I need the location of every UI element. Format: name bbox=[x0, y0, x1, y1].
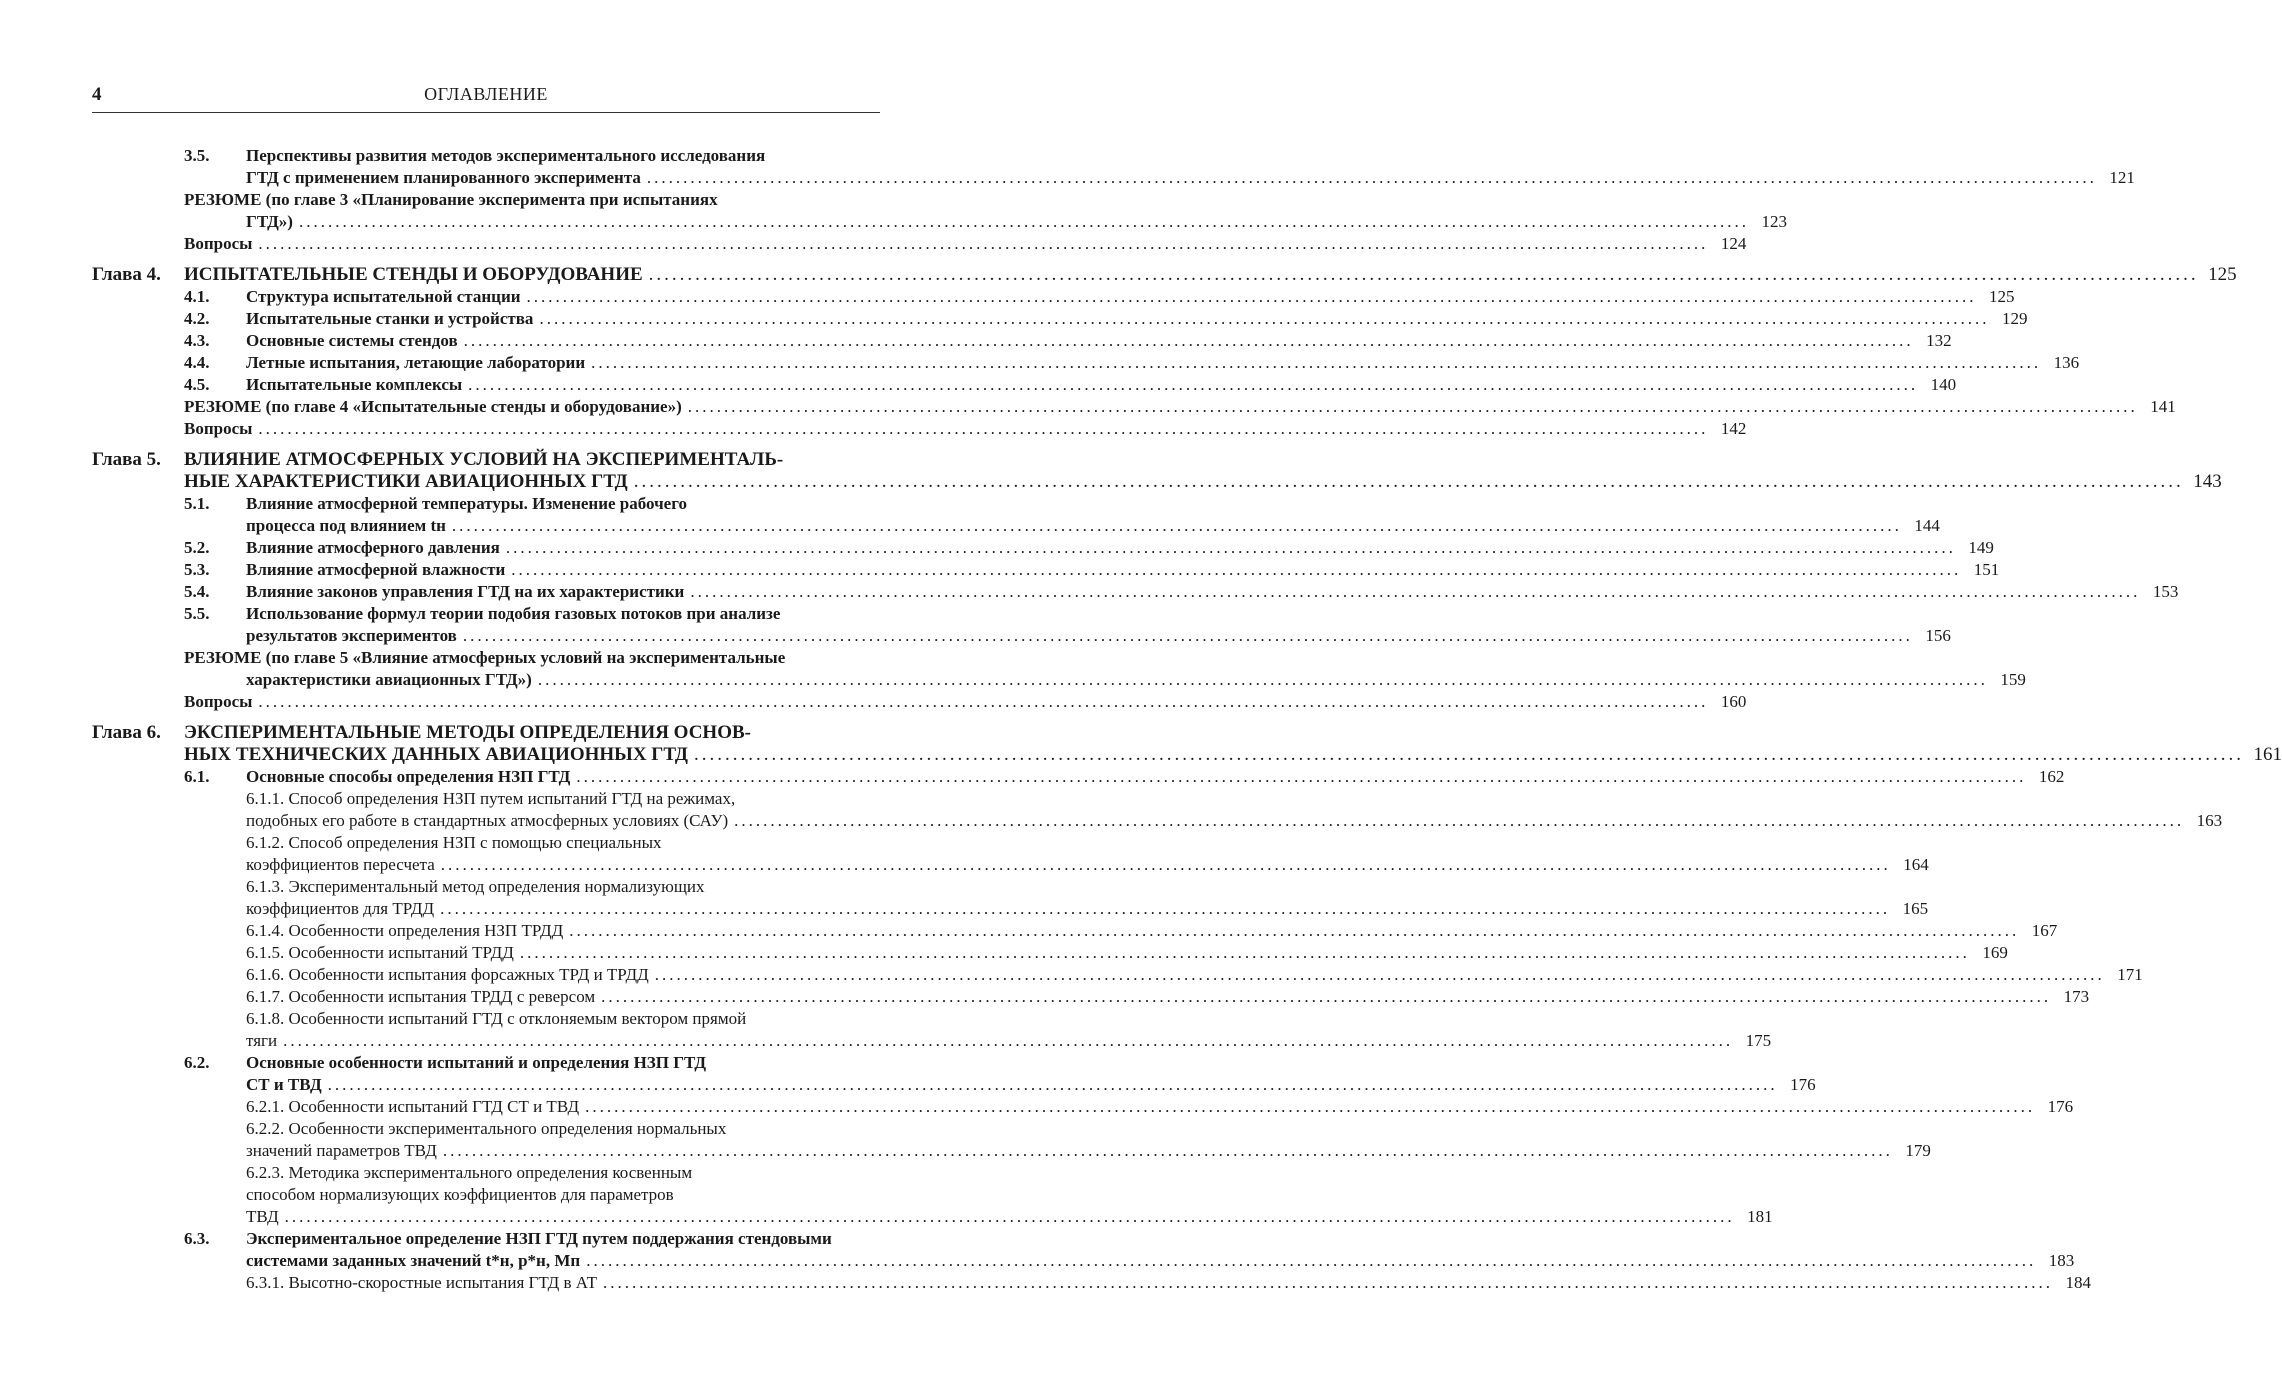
leader-dots: ........................................................................................................................................................................................................ bbox=[505, 538, 1956, 557]
entry-title: Основные системы стендов bbox=[246, 331, 458, 350]
page-ref: 161 bbox=[2253, 744, 2282, 765]
page-ref: 163 bbox=[2196, 811, 2223, 830]
toc-entry[interactable] bbox=[92, 920, 2058, 942]
table-of-contents bbox=[92, 145, 2282, 1294]
leader-dots: ........................................................................................................................................................................................................ bbox=[601, 987, 2052, 1006]
entry-title: ИСПЫТАТЕЛЬНЫЕ СТЕНДЫ И ОБОРУДОВАНИЕ bbox=[184, 264, 643, 285]
entry-title: Влияние атмосферной влажности bbox=[246, 560, 506, 579]
leader-dots: ........................................................................................................................................................................................................ bbox=[526, 287, 1977, 306]
chapter-label: Глава 6. bbox=[92, 722, 161, 743]
leader-dots: ........................................................................................................................................................................................................ bbox=[537, 670, 1988, 689]
leader-dots: ........................................................................................................................................................................................................ bbox=[569, 921, 2020, 940]
toc-entry[interactable] bbox=[92, 788, 880, 810]
toc-entry[interactable] bbox=[92, 1228, 880, 1250]
entry-title: системами заданных значений t*н, p*н, Мп bbox=[246, 1251, 581, 1270]
section-number: 6.3. bbox=[184, 1229, 210, 1248]
toc-entry[interactable] bbox=[92, 1272, 2091, 1294]
section-number: 5.2. bbox=[184, 538, 210, 557]
leader-dots: ........................................................................................................................................................................................................ bbox=[511, 560, 1962, 579]
page-ref: 121 bbox=[2109, 168, 2135, 187]
leader-dots: ........................................................................................................................................................................................................ bbox=[284, 1207, 1735, 1226]
page-number: 4 bbox=[92, 84, 102, 105]
entry-title: 6.2.1. Особенности испытаний ГТД СТ и ТВД bbox=[246, 1097, 580, 1116]
toc-entry[interactable] bbox=[92, 876, 880, 898]
leader-dots: ........................................................................................................................................................................................................ bbox=[539, 309, 1990, 328]
entry-title: 6.2.3. Методика экспериментального определения косвенным bbox=[246, 1163, 693, 1182]
leader-dots: ........................................................................................................................................................................................................ bbox=[734, 811, 2185, 830]
page-ref: 151 bbox=[1973, 560, 2000, 579]
entry-title: Испытательные комплексы bbox=[246, 375, 463, 394]
entry-title: СТ и ТВД bbox=[246, 1075, 322, 1094]
entry-title: Влияние атмосферного давления bbox=[246, 538, 500, 557]
leader-dots: ........................................................................................................................................................................................................ bbox=[687, 397, 2138, 416]
entry-title: процесса под влиянием tн bbox=[246, 516, 446, 535]
page-ref: 142 bbox=[1720, 419, 1747, 438]
toc-entry[interactable] bbox=[92, 308, 2028, 330]
entry-title: 6.2.2. Особенности экспериментального определения нормальных bbox=[246, 1119, 727, 1138]
toc-entry[interactable] bbox=[92, 233, 1747, 255]
page-ref: 141 bbox=[2150, 397, 2176, 416]
section-number: 4.4. bbox=[184, 353, 210, 372]
page-ref: 140 bbox=[1930, 375, 1957, 394]
page-ref: 183 bbox=[2048, 1251, 2075, 1270]
page-ref: 169 bbox=[1982, 943, 2008, 962]
page-ref: 125 bbox=[1989, 287, 2015, 306]
page-ref: 143 bbox=[2193, 471, 2222, 492]
chapter-gap bbox=[92, 713, 880, 722]
toc-entry[interactable] bbox=[92, 1162, 880, 1184]
toc-entry[interactable] bbox=[92, 986, 2090, 1008]
leader-dots: ........................................................................................................................................................................................................ bbox=[258, 692, 1709, 711]
toc-entry[interactable] bbox=[92, 691, 1747, 713]
page-ref: 176 bbox=[1790, 1075, 1816, 1094]
leader-dots: ........................................................................................................................................................................................................ bbox=[442, 1141, 1893, 1160]
entry-title: НЫХ ТЕХНИЧЕСКИХ ДАННЫХ АВИАЦИОННЫХ ГТД bbox=[184, 744, 688, 765]
entry-title: Перспективы развития методов экспериментального исследования bbox=[246, 146, 766, 165]
entry-title: коэффициентов пересчета bbox=[246, 855, 435, 874]
toc-entry[interactable] bbox=[92, 810, 2223, 832]
leader-dots: ........................................................................................................................................................................................................ bbox=[440, 855, 1891, 874]
leader-dots: ........................................................................................................................................................................................................ bbox=[648, 264, 2199, 285]
toc-entry[interactable] bbox=[92, 1096, 2074, 1118]
entry-title: ВЛИЯНИЕ АТМОСФЕРНЫХ УСЛОВИЙ НА ЭКСПЕРИМЕНТАЛЬ- bbox=[184, 449, 784, 470]
section-number: 6.2. bbox=[184, 1053, 210, 1072]
entry-title: Вопросы bbox=[184, 234, 253, 253]
header-rule bbox=[92, 112, 880, 113]
leader-dots: ........................................................................................................................................................................................................ bbox=[258, 234, 1709, 253]
entry-title: Основные способы определения НЗП ГТД bbox=[246, 767, 571, 786]
toc-entry[interactable] bbox=[92, 1052, 880, 1074]
leader-dots: ........................................................................................................................................................................................................ bbox=[646, 168, 2097, 187]
page-ref: 173 bbox=[2063, 987, 2090, 1006]
toc-entry[interactable] bbox=[92, 766, 2065, 788]
toc-entry[interactable] bbox=[92, 832, 880, 854]
entry-title: характеристики авиационных ГТД») bbox=[246, 670, 532, 689]
leader-dots: ........................................................................................................................................................................................................ bbox=[690, 582, 2141, 601]
chapter-label: Глава 5. bbox=[92, 449, 161, 470]
leader-dots: ........................................................................................................................................................................................................ bbox=[258, 419, 1709, 438]
section-number: 5.1. bbox=[184, 494, 210, 513]
toc-entry[interactable] bbox=[92, 942, 2008, 964]
leader-dots: ........................................................................................................................................................................................................ bbox=[463, 331, 1914, 350]
toc-entry[interactable] bbox=[92, 898, 1929, 920]
entry-title: тяги bbox=[246, 1031, 278, 1050]
section-number: 5.5. bbox=[184, 604, 210, 623]
section-number: 4.3. bbox=[184, 331, 210, 350]
toc-entry[interactable] bbox=[92, 352, 2080, 374]
page-ref: 123 bbox=[1761, 212, 1787, 231]
toc-entry[interactable] bbox=[92, 418, 1747, 440]
entry-title: подобных его работе в стандартных атмосферных условиях (САУ) bbox=[246, 811, 729, 830]
page-ref: 176 bbox=[2047, 1097, 2074, 1116]
toc-entry[interactable] bbox=[92, 145, 880, 167]
leader-dots: ........................................................................................................................................................................................................ bbox=[585, 1097, 2036, 1116]
page-ref: 156 bbox=[1925, 626, 1951, 645]
page-ref: 144 bbox=[1914, 516, 1940, 535]
page-ref: 136 bbox=[2053, 353, 2080, 372]
leader-dots: ........................................................................................................................................................................................................ bbox=[451, 516, 1902, 535]
toc-entry[interactable] bbox=[92, 722, 880, 744]
entry-title: 6.1.6. Особенности испытания форсажных ТРД и ТРДД bbox=[246, 965, 649, 984]
entry-title: 6.1.7. Особенности испытания ТРДД с реверсом bbox=[246, 987, 596, 1006]
entry-title: коэффициентов для ТРДД bbox=[246, 899, 435, 918]
entry-title: Вопросы bbox=[184, 692, 253, 711]
toc-entry[interactable] bbox=[92, 264, 2237, 286]
toc-entry[interactable] bbox=[92, 1008, 880, 1030]
page-header bbox=[92, 84, 880, 110]
section-number: 4.1. bbox=[184, 287, 210, 306]
page-ref: 132 bbox=[1926, 331, 1952, 350]
page-ref: 164 bbox=[1903, 855, 1929, 874]
entry-title: Влияние атмосферной температуры. Изменение рабочего bbox=[246, 494, 688, 513]
entry-title: Вопросы bbox=[184, 419, 253, 438]
entry-title: Испытательные станки и устройства bbox=[246, 309, 534, 328]
toc-entry[interactable] bbox=[92, 493, 880, 515]
entry-title: ТВД bbox=[246, 1207, 279, 1226]
page-ref: 159 bbox=[2000, 670, 2026, 689]
toc-entry[interactable] bbox=[92, 449, 880, 471]
entry-title: способом нормализующих коэффициентов для параметров bbox=[246, 1185, 674, 1204]
entry-title: Летные испытания, летающие лаборатории bbox=[246, 353, 586, 372]
running-title: ОГЛАВЛЕНИЕ bbox=[424, 84, 548, 104]
section-number: 4.2. bbox=[184, 309, 210, 328]
leader-dots: ........................................................................................................................................................................................................ bbox=[693, 744, 2244, 765]
leader-dots: ........................................................................................................................................................................................................ bbox=[654, 965, 2105, 984]
page-ref: 129 bbox=[2001, 309, 2028, 328]
entry-title: 6.1.8. Особенности испытаний ГТД с отклоняемым вектором прямой bbox=[246, 1009, 747, 1028]
toc-entry[interactable] bbox=[92, 537, 1994, 559]
chapter-gap bbox=[92, 255, 880, 264]
entry-title: НЫЕ ХАРАКТЕРИСТИКИ АВИАЦИОННЫХ ГТД bbox=[184, 471, 628, 492]
page-ref: 165 bbox=[1902, 899, 1929, 918]
toc-entry[interactable] bbox=[92, 1184, 880, 1206]
toc-entry[interactable] bbox=[92, 211, 1787, 233]
entry-title: ЭКСПЕРИМЕНТАЛЬНЫЕ МЕТОДЫ ОПРЕДЕЛЕНИЯ ОСНОВ- bbox=[184, 722, 751, 743]
toc-entry[interactable] bbox=[92, 559, 2000, 581]
leader-dots: ........................................................................................................................................................................................................ bbox=[586, 1251, 2037, 1270]
section-number: 5.3. bbox=[184, 560, 210, 579]
toc-entry[interactable] bbox=[92, 1074, 1816, 1096]
page-ref: 153 bbox=[2152, 582, 2179, 601]
entry-title: РЕЗЮМЕ (по главе 3 «Планирование эксперимента при испытаниях bbox=[184, 190, 718, 209]
toc-entry[interactable] bbox=[92, 515, 1940, 537]
page-ref: 124 bbox=[1720, 234, 1747, 253]
entry-title: ГТД с применением планированного эксперимента bbox=[246, 168, 641, 187]
entry-title: Влияние законов управления ГТД на их характеристики bbox=[246, 582, 685, 601]
page-ref: 160 bbox=[1720, 692, 1747, 711]
leader-dots: ........................................................................................................................................................................................................ bbox=[602, 1273, 2053, 1292]
toc-entry[interactable] bbox=[92, 471, 2222, 493]
entry-title: 6.3.1. Высотно-скоростные испытания ГТД в АТ bbox=[246, 1273, 597, 1292]
leader-dots: ........................................................................................................................................................................................................ bbox=[327, 1075, 1778, 1094]
toc-entry[interactable] bbox=[92, 964, 2143, 986]
toc-entry[interactable] bbox=[92, 189, 880, 211]
page-ref: 175 bbox=[1745, 1031, 1772, 1050]
page-ref: 125 bbox=[2208, 264, 2237, 285]
entry-title: Структура испытательной станции bbox=[246, 287, 521, 306]
page-ref: 184 bbox=[2065, 1273, 2091, 1292]
entry-title: 6.1.5. Особенности испытаний ТРДД bbox=[246, 943, 514, 962]
toc-entry[interactable] bbox=[92, 669, 2026, 691]
page-ref: 162 bbox=[2038, 767, 2065, 786]
leader-dots: ........................................................................................................................................................................................................ bbox=[283, 1031, 1734, 1050]
leader-dots: ........................................................................................................................................................................................................ bbox=[591, 353, 2042, 372]
leader-dots: ........................................................................................................................................................................................................ bbox=[519, 943, 1970, 962]
toc-entry[interactable] bbox=[92, 603, 880, 625]
section-number: 3.5. bbox=[184, 146, 210, 165]
entry-title: Экспериментальное определение НЗП ГТД путем поддержания стендовыми bbox=[246, 1229, 832, 1248]
entry-title: результатов экспериментов bbox=[246, 626, 457, 645]
page-ref: 181 bbox=[1747, 1207, 1773, 1226]
entry-title: 6.1.3. Экспериментальный метод определения нормализующих bbox=[246, 877, 705, 896]
toc-entry[interactable] bbox=[92, 1206, 1773, 1228]
toc-entry[interactable] bbox=[92, 625, 1951, 647]
toc-entry[interactable] bbox=[92, 396, 2176, 418]
toc-entry[interactable] bbox=[92, 167, 2135, 189]
page-ref: 149 bbox=[1968, 538, 1994, 557]
entry-title: значений параметров ТВД bbox=[246, 1141, 437, 1160]
entry-title: Использование формул теории подобия газовых потоков при анализе bbox=[246, 604, 781, 623]
page-ref: 179 bbox=[1905, 1141, 1931, 1160]
leader-dots: ........................................................................................................................................................................................................ bbox=[462, 626, 1913, 645]
page-ref: 167 bbox=[2031, 921, 2058, 940]
leader-dots: ........................................................................................................................................................................................................ bbox=[440, 899, 1891, 918]
toc-entry[interactable] bbox=[92, 286, 2015, 308]
toc-entry[interactable] bbox=[92, 744, 2282, 766]
toc-entry[interactable] bbox=[92, 647, 880, 669]
toc-entry[interactable] bbox=[92, 854, 1929, 876]
entry-title: 6.1.1. Способ определения НЗП путем испытаний ГТД на режимах, bbox=[246, 789, 736, 808]
entry-title: РЕЗЮМЕ (по главе 4 «Испытательные стенды и оборудование») bbox=[184, 397, 682, 416]
section-number: 5.4. bbox=[184, 582, 210, 601]
section-number: 4.5. bbox=[184, 375, 210, 394]
leader-dots: ........................................................................................................................................................................................................ bbox=[633, 471, 2184, 492]
toc-entry[interactable] bbox=[92, 1118, 880, 1140]
entry-title: 6.1.4. Особенности определения НЗП ТРДД bbox=[246, 921, 564, 940]
leader-dots: ........................................................................................................................................................................................................ bbox=[468, 375, 1919, 394]
toc-entry[interactable] bbox=[92, 581, 2179, 603]
chapter-gap bbox=[92, 440, 880, 449]
section-number: 6.1. bbox=[184, 767, 210, 786]
entry-title: ГТД») bbox=[246, 212, 293, 231]
entry-title: РЕЗЮМЕ (по главе 5 «Влияние атмосферных условий на экспериментальные bbox=[184, 648, 786, 667]
toc-entry[interactable] bbox=[92, 330, 1952, 352]
page-ref: 171 bbox=[2117, 965, 2143, 984]
entry-title: 6.1.2. Способ определения НЗП с помощью специальных bbox=[246, 833, 662, 852]
toc-entry[interactable] bbox=[92, 374, 1957, 396]
toc-entry[interactable] bbox=[92, 1140, 1931, 1162]
toc-entry[interactable] bbox=[92, 1030, 1772, 1052]
leader-dots: ........................................................................................................................................................................................................ bbox=[298, 212, 1749, 231]
leader-dots: ........................................................................................................................................................................................................ bbox=[576, 767, 2027, 786]
toc-entry[interactable] bbox=[92, 1250, 2075, 1272]
entry-title: Основные особенности испытаний и определения НЗП ГТД bbox=[246, 1053, 707, 1072]
chapter-label: Глава 4. bbox=[92, 264, 161, 285]
